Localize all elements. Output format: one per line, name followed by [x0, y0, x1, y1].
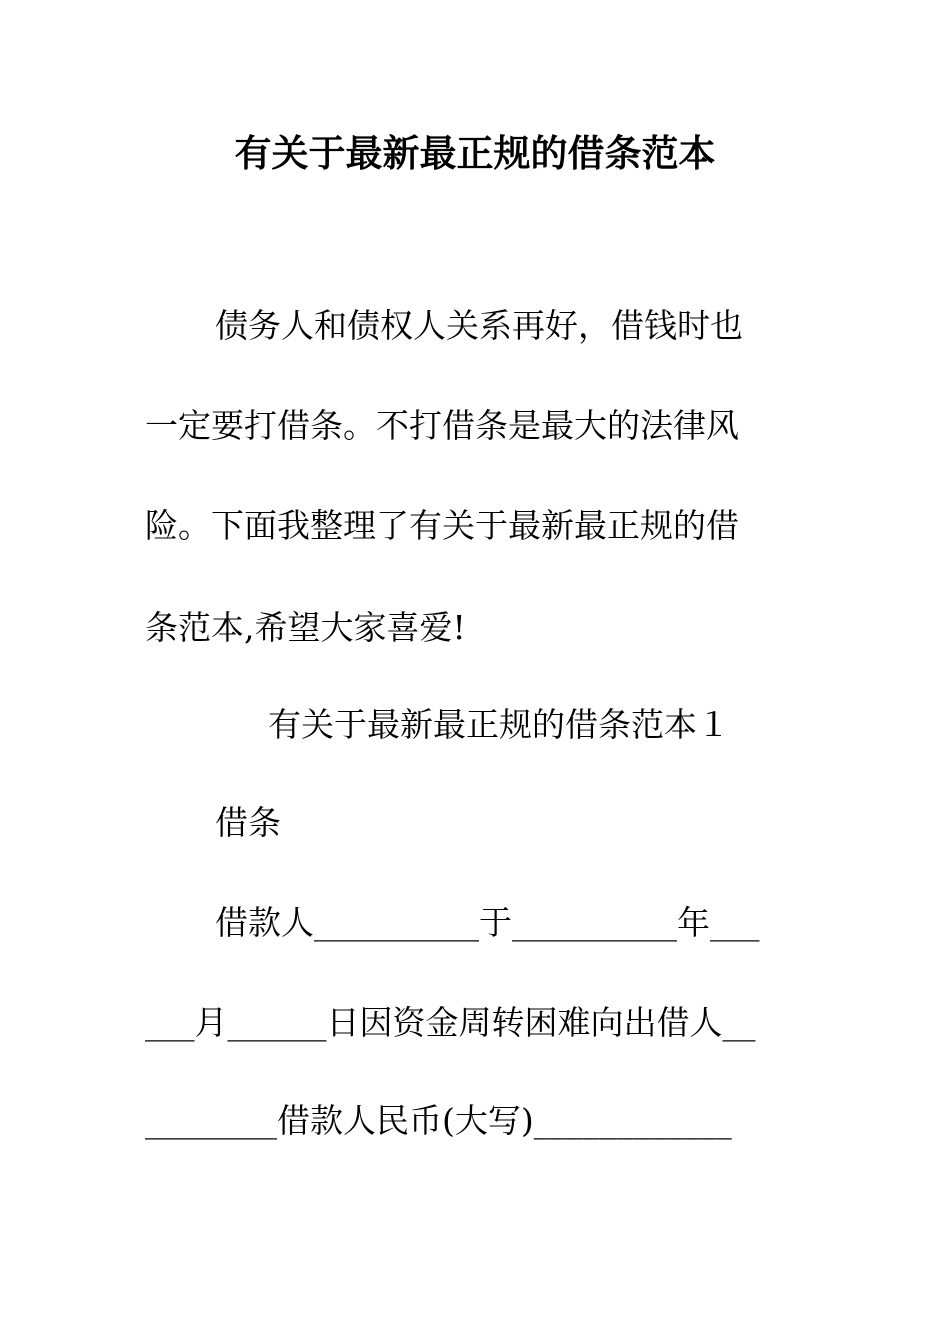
iou-line-2: ___月______日因资金周转困难向出借人__ — [145, 1003, 756, 1042]
paragraph-line-2: 一定要打借条。不打借条是最大的法律风 — [145, 406, 739, 445]
paragraph-line-4: 条范本,希望大家喜爱! — [145, 608, 466, 647]
paragraph-line-1: 债务人和债权人关系再好，借钱时也 — [215, 306, 743, 345]
document-title: 有关于最新最正规的借条范本 — [234, 131, 716, 175]
iou-line-1: 借款人__________于__________年___ — [215, 903, 760, 942]
paragraph-line-3: 险。下面我整理了有关于最新最正规的借 — [145, 506, 739, 545]
iou-heading: 借条 — [215, 803, 281, 842]
section-heading: 有关于最新最正规的借条范本１ — [268, 705, 730, 744]
iou-line-3: ________借款人民币(大写)____________ — [145, 1101, 732, 1140]
